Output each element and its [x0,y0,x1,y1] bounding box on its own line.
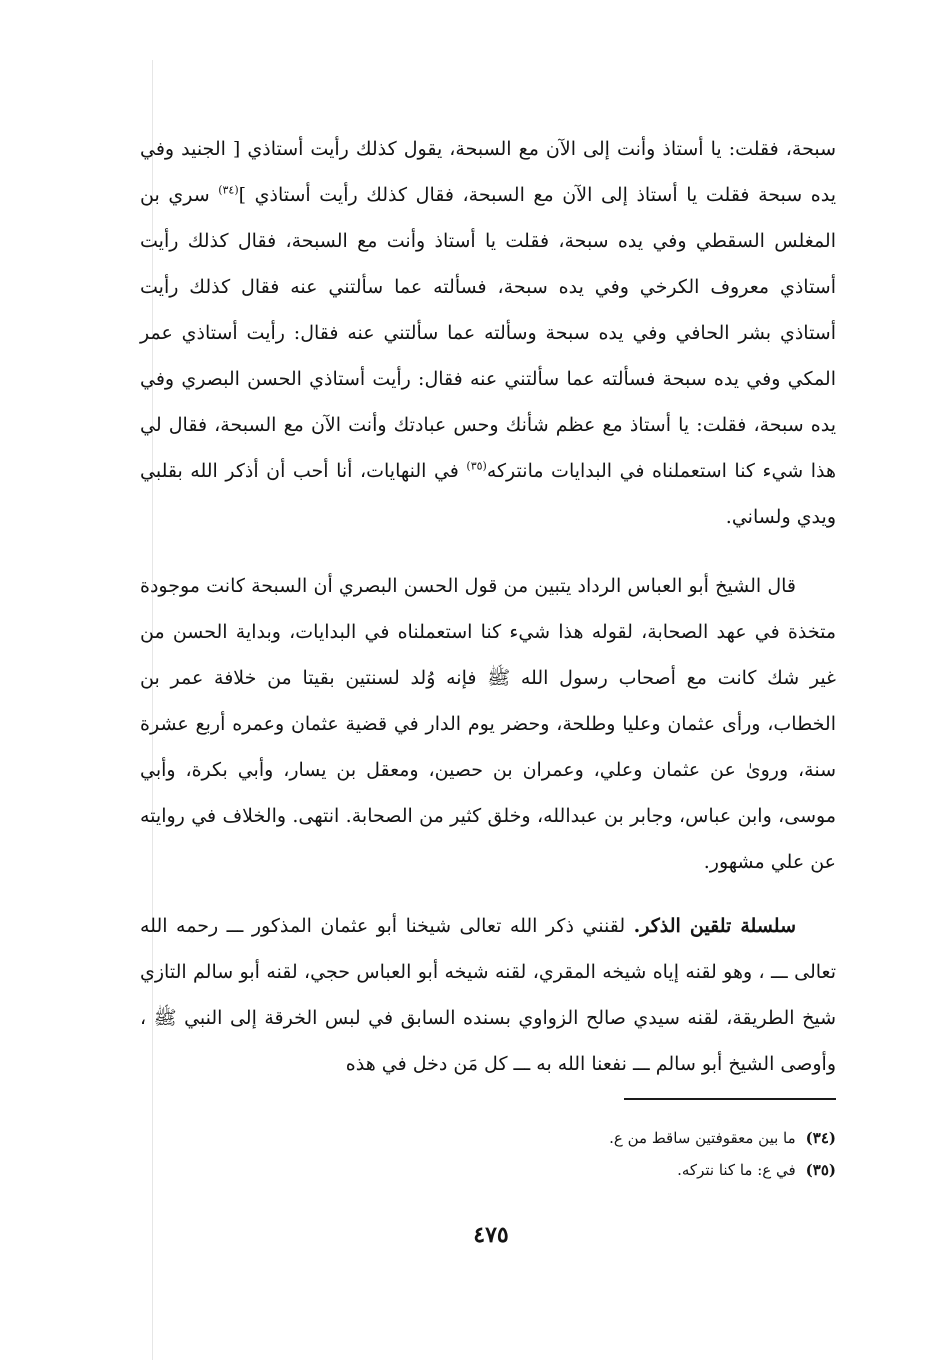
paragraph-1-text-c: في النهايات، أنا أحب أن أذكر الله بقلبي ويدي ولساني. [140,460,836,528]
section-heading: سلسلة تلقين الذكر. [633,915,797,937]
footnote-number: (٣٥) [805,1161,836,1179]
paragraph-1 [140,126,836,540]
footnote-ref-35: (٣٥) [466,459,487,473]
paragraph-3 [140,903,836,1087]
footnote-text: ما بين معقوفتين ساقط من ع. [609,1129,796,1147]
footnote-ref-34: (٣٤) [218,183,239,197]
footnote-text: في ع: ما كنا نتركه. [677,1161,796,1179]
footnotes [480,1122,836,1186]
paragraph-1-text-a: سبحة، فقلت: يا أستاذ وأنت إلى الآن مع السبحة، يقول كذلك رأيت أستاذي [ الجنيد وفي يده سبحة فقلت يا أستاذ إلى الآن مع السبحة، فقال كذلك رأيت أستاذي ] [140,138,836,206]
footnote-item [480,1122,836,1154]
footnote-number: (٣٤) [805,1129,836,1147]
footnote-item [480,1154,836,1186]
paragraph-3-text: لقنني ذكر الله تعالى شيخنا أبو عثمان المذكور ـــ رحمه الله تعالى ـــ ، وهو لقنه إياه شيخه المقري، لقنه شيخه أبو العباس حجي، لقنه أبو سالم التازي شيخ الطريقة، لقنه سيدي صالح الزواوي بسنده السابق في لبس الخرقة إلى النبي ﷺ ، وأوصى الشيخ أبو سالم ـــ نفعنا الله به ـــ كل مَن دخل في هذه [140,915,836,1075]
paragraph-2: قال الشيخ أبو العباس الرداد يتبين من قول الحسن البصري أن السبحة كانت موجودة متخذة في عهد الصحابة، لقوله هذا شيء كنا استعملناه في البدايات، وبداية الحسن من غير شك كانت مع أصحاب رسول الله ﷺ فإنه وُلد لسنتين بقيتا من خلافة عمر بن الخطاب، ورأى عثمان وعليا وطلحة، وحضر يوم الدار في قضية عثمان وعمره أربع عشرة سنة، وروىٰ عن عثمان وعلي، وعمران بن حصين، ومعقل بن يسار، وأبي بكرة، وأبي موسى، وابن عباس، وجابر بن عبدالله، وخلق كثير من الصحابة. انتهى. والخلاف في روايته عن علي مشهور. [140,575,836,873]
page-number: ٤٧٥ [473,1222,509,1248]
paragraph-1-text-b: سري بن المغلس السقطي وفي يده سبحة، فقلت يا أستاذ وأنت مع السبحة، فقال كذلك رأيت أستاذي معروف الكرخي وفي يده سبحة، فسألته عما سألتني عنه فقال كذلك رأيت أستاذي بشر الحافي وفي يده سبحة وسألته عما سألتني عنه فقال: رأيت أستاذي عمر المكي وفي يده سبحة فسألته عما سألتني عنه فقال: رأيت أستاذي الحسن البصري وفي يده سبحة، فقلت: يا أستاذ مع عظم شأنك وحس عبادتك وأنت الآن مع السبحة، فقال لي هذا شيء كنا استعملناه في البدايات مانتركه [140,184,836,482]
footnote-divider [624,1098,836,1100]
